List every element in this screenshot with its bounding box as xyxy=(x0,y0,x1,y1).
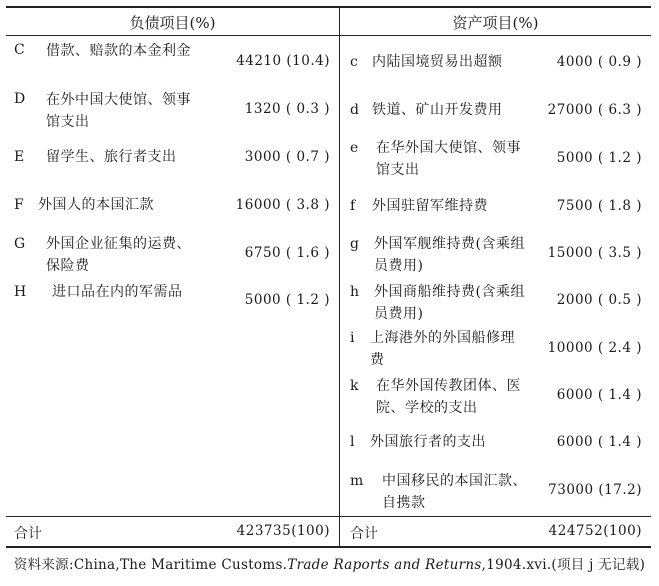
row-label: 铁道、矿山开发费用 xyxy=(372,102,503,118)
row-value: 15000 ( 3.5 ) xyxy=(547,245,642,261)
row-value: 73000 (17.2) xyxy=(548,482,642,498)
row-code: f xyxy=(350,198,356,214)
row-label: 在外中国大使馆、领事馆支出 xyxy=(46,92,191,130)
row-code: i xyxy=(350,330,355,346)
source-suffix: ,1904.xvi.(项目 j 无记载) xyxy=(481,557,646,573)
row-value: 27000 ( 6.3 ) xyxy=(547,102,642,118)
row-code: E xyxy=(14,149,25,165)
row-code: h xyxy=(350,284,360,300)
row-label: 留学生、旅行者支出 xyxy=(46,149,177,165)
row-label: 外国人的本国汇款 xyxy=(38,197,154,213)
row-value: 44210 (10.4) xyxy=(236,53,330,69)
row-code: C xyxy=(14,42,25,58)
row-label: 外国企业征集的运费、保险费 xyxy=(46,236,191,274)
row-value: 7500 ( 1.8 ) xyxy=(556,198,642,214)
row-code: m xyxy=(350,473,364,489)
liabilities-total-value: 423735(100) xyxy=(236,523,330,539)
row-code: D xyxy=(14,91,26,107)
row-label: 外国军舰维持费(含乘组员费用) xyxy=(374,236,525,274)
source-note xyxy=(0,553,659,573)
source-prefix: 资料来源:China,The Maritime Customs. xyxy=(13,557,288,573)
liabilities-header: 负债项目(%) xyxy=(129,14,216,32)
row-code: d xyxy=(350,102,359,118)
row-value: 5000 ( 1.2 ) xyxy=(244,292,330,308)
row-code: l xyxy=(350,434,355,450)
source-title: Trade Raports and Returns xyxy=(287,557,482,573)
row-label: 内陆国境贸易出超额 xyxy=(372,54,503,70)
row-code: F xyxy=(14,197,24,213)
header-rule xyxy=(6,35,651,36)
row-code: e xyxy=(350,140,359,156)
row-value: 4000 ( 0.9 ) xyxy=(556,54,642,70)
row-label: 在华外国大使馆、领事馆支出 xyxy=(376,140,521,178)
row-label: 中国移民的本国汇款、自携款 xyxy=(382,473,527,511)
row-code: c xyxy=(350,54,358,70)
row-label: 借款、赔款的本金利金 xyxy=(46,43,191,59)
row-label: 在华外国传教团体、医院、学校的支出 xyxy=(376,378,521,416)
assets-total-value: 424752(100) xyxy=(548,523,642,539)
row-code: k xyxy=(350,378,359,394)
row-code: G xyxy=(14,236,26,252)
row-value: 3000 ( 0.7 ) xyxy=(244,149,330,165)
row-label: 上海港外的外国船修理费 xyxy=(370,330,515,368)
row-value: 5000 ( 1.2 ) xyxy=(556,150,642,166)
table-bottom-rule xyxy=(6,546,651,548)
assets-header: 资产项目(%) xyxy=(452,14,539,32)
liabilities-total-label: 合计 xyxy=(14,526,42,542)
row-label: 进口品在内的军需品 xyxy=(52,284,183,300)
table-top-rule xyxy=(6,6,651,8)
row-value: 1320 ( 0.3 ) xyxy=(244,101,330,117)
row-value: 10000 ( 2.4 ) xyxy=(547,340,642,356)
row-code: H xyxy=(14,284,27,300)
row-value: 6000 ( 1.4 ) xyxy=(556,434,642,450)
row-value: 16000 ( 3.8 ) xyxy=(235,197,330,213)
column-divider xyxy=(339,6,340,547)
row-code: g xyxy=(350,236,359,252)
row-value: 6000 ( 1.4 ) xyxy=(556,387,642,403)
row-value: 2000 ( 0.5 ) xyxy=(556,292,642,308)
total-rule xyxy=(6,516,651,517)
row-label: 外国旅行者的支出 xyxy=(370,434,486,450)
assets-total-label: 合计 xyxy=(350,526,378,542)
row-value: 6750 ( 1.6 ) xyxy=(244,245,330,261)
row-label: 外国驻留军维持费 xyxy=(372,198,488,214)
row-label: 外国商船维持费(含乘组员费用) xyxy=(374,284,525,322)
